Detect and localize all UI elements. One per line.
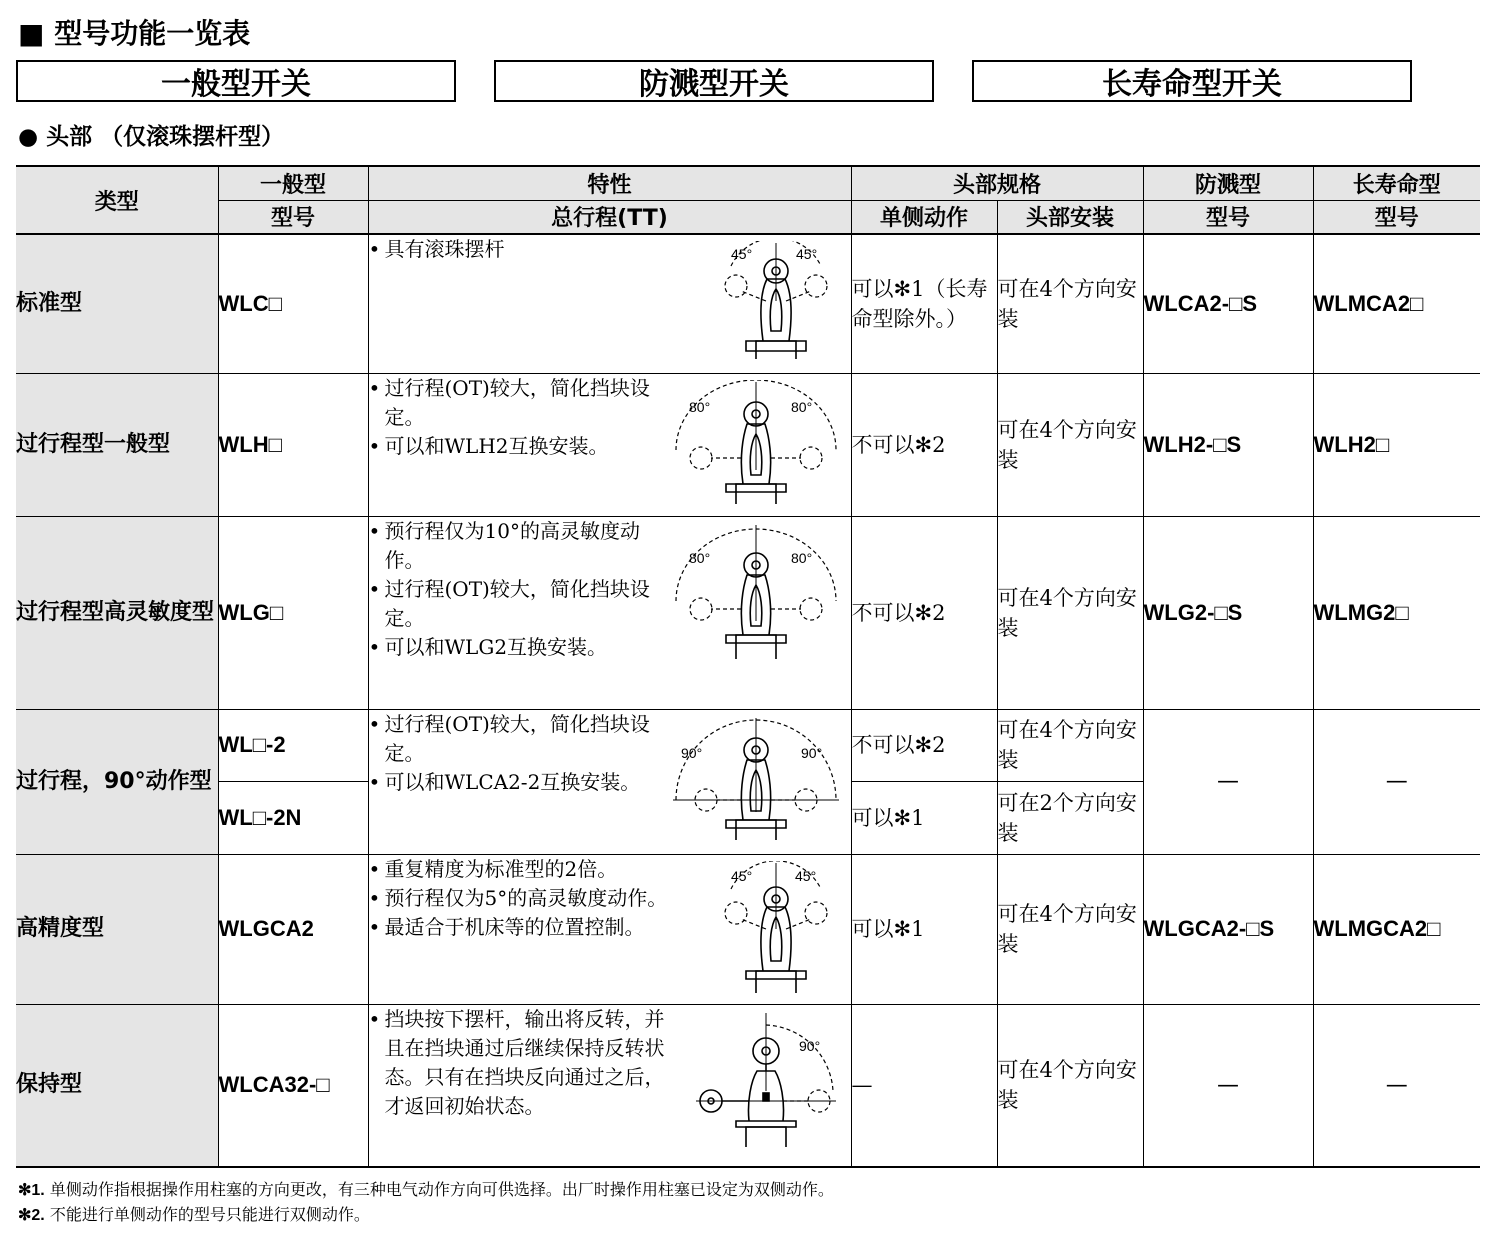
tab-general-switch[interactable]: 一般型开关 <box>16 60 456 102</box>
footnote-2 <box>18 1203 834 1228</box>
page-title: ■ 型号功能一览表 <box>18 17 251 50</box>
angle-left: 90° <box>680 744 702 761</box>
table-row <box>16 373 1480 516</box>
footnote-text: 不能进行单侧动作的型号只能进行双侧动作。 <box>49 1205 370 1224</box>
tab-long-life-switch[interactable]: 长寿命型开关 <box>972 60 1412 102</box>
mounting-value: 可在4个方向安装 <box>997 234 1143 373</box>
long-life-model: WLMGCA2□ <box>1313 854 1480 1004</box>
header-type: 类型 <box>16 166 218 234</box>
tab-splash-proof-switch[interactable]: 防溅型开关 <box>494 60 934 102</box>
feature-item: • 过行程(OT)较大，简化挡块设定。 <box>369 575 669 633</box>
feature-list <box>369 710 669 797</box>
header-general-model: 型号 <box>218 200 368 234</box>
footnote-1 <box>18 1178 834 1203</box>
feature-cell <box>368 709 851 854</box>
header-splash-group: 防溅型 <box>1143 166 1313 200</box>
general-model: WLH□ <box>218 373 368 516</box>
header-long-life-group: 长寿命型 <box>1313 166 1480 200</box>
table-row <box>16 854 1480 1004</box>
footnote-mark: ✻1. <box>18 1182 45 1199</box>
feature-cell <box>368 1004 851 1167</box>
feature-item: • 重复精度为标准型的2倍。 <box>369 855 669 884</box>
feature-item: • 过行程(OT)较大，简化挡块设定。 <box>369 374 669 432</box>
single-action-value: — <box>851 1004 997 1167</box>
long-life-model: WLMG2□ <box>1313 516 1480 709</box>
feature-list <box>369 855 669 942</box>
feature-item: • 预行程仅为10°的高灵敏度动作。 <box>369 517 669 575</box>
type-overtravel-high-sensitivity: 过行程型高灵敏度型 <box>16 516 218 709</box>
header-general-group: 一般型 <box>218 166 368 200</box>
single-action-value: 可以✻1（长寿命型除外。） <box>851 234 997 373</box>
angle-right: 80° <box>790 398 812 415</box>
feature-list <box>369 235 669 264</box>
angle-right: 80° <box>790 549 812 566</box>
mounting-value: 可在4个方向安装 <box>997 854 1143 1004</box>
header-single-action: 单侧动作 <box>851 200 997 234</box>
splash-model: WLGCA2-□S <box>1143 854 1313 1004</box>
feature-cell <box>368 373 851 516</box>
feature-item: • 过行程(OT)较大，简化挡块设定。 <box>369 710 669 768</box>
single-action-value: 可以✻1 <box>851 781 997 854</box>
feature-item: • 预行程仅为5°的高灵敏度动作。 <box>369 884 669 913</box>
type-high-precision: 高精度型 <box>16 854 218 1004</box>
general-model: WLGCA2 <box>218 854 368 1004</box>
splash-model: — <box>1143 709 1313 854</box>
long-life-model: — <box>1313 1004 1480 1167</box>
angle-left: 80° <box>688 398 710 415</box>
general-model: WL□-2N <box>218 781 368 854</box>
feature-list <box>369 374 669 461</box>
mounting-value: 可在4个方向安装 <box>997 373 1143 516</box>
angle-left: 45° <box>730 246 752 262</box>
long-life-model: — <box>1313 709 1480 854</box>
angle-right: 45° <box>795 246 817 262</box>
single-action-value: 可以✻1 <box>851 854 997 1004</box>
angle-left: 45° <box>730 867 752 884</box>
type-overtravel-general: 过行程型一般型 <box>16 373 218 516</box>
general-model: WLC□ <box>218 234 368 373</box>
lever-diagram-standard <box>711 241 841 369</box>
general-model: WL□-2 <box>218 709 368 781</box>
type-maintained: 保持型 <box>16 1004 218 1167</box>
mounting-value: 可在4个方向安装 <box>997 516 1143 709</box>
general-model: WLCA32-□ <box>218 1004 368 1167</box>
lever-diagram-overtravel-general <box>671 380 841 508</box>
angle-right: 45° <box>794 867 816 884</box>
type-overtravel-90deg: 过行程，90°动作型 <box>16 709 218 854</box>
angle-label: 90° <box>798 1037 820 1054</box>
long-life-model: WLH2□ <box>1313 373 1480 516</box>
feature-cell <box>368 854 851 1004</box>
feature-item: • 可以和WLCA2-2互换安装。 <box>369 768 669 797</box>
splash-model: WLCA2-□S <box>1143 234 1313 373</box>
feature-item: • 具有滚珠摆杆 <box>369 235 669 264</box>
header-head-spec: 头部规格 <box>851 166 1143 200</box>
table-row <box>16 1004 1480 1167</box>
table-row <box>16 709 1480 781</box>
table-row <box>16 234 1480 373</box>
header-head-mounting: 头部安装 <box>997 200 1143 234</box>
mounting-value: 可在2个方向安装 <box>997 781 1143 854</box>
lever-diagram-high-precision <box>711 861 841 997</box>
model-function-table <box>16 165 1480 1168</box>
mounting-value: 可在4个方向安装 <box>997 1004 1143 1167</box>
feature-cell <box>368 516 851 709</box>
feature-cell <box>368 234 851 373</box>
splash-model: WLH2-□S <box>1143 373 1313 516</box>
feature-list <box>369 517 669 662</box>
single-action-value: 不可以✻2 <box>851 373 997 516</box>
lever-diagram-90deg <box>671 716 841 844</box>
section-title: ● 头部 （仅滚珠摆杆型） <box>18 124 285 150</box>
header-total-travel: 总行程(TT) <box>368 200 851 234</box>
type-standard: 标准型 <box>16 234 218 373</box>
splash-model: WLG2-□S <box>1143 516 1313 709</box>
header-feature-group: 特性 <box>368 166 851 200</box>
angle-right: 90° <box>800 744 822 761</box>
feature-item: • 可以和WLH2互换安装。 <box>369 432 669 461</box>
footnote-text: 单侧动作指根据操作用柱塞的方向更改，有三种电气动作方向可供选择。出厂时操作用柱塞已设定为双侧动作。 <box>49 1180 834 1199</box>
lever-diagram-maintained <box>691 1011 841 1151</box>
header-long-life-model: 型号 <box>1313 200 1480 234</box>
footnote-mark: ✻2. <box>18 1207 45 1224</box>
feature-list <box>369 1005 669 1121</box>
splash-model: — <box>1143 1004 1313 1167</box>
angle-left: 80° <box>688 549 710 566</box>
lever-diagram-overtravel-sensitive <box>671 523 841 663</box>
general-model: WLG□ <box>218 516 368 709</box>
footnotes <box>18 1178 834 1228</box>
feature-item: • 可以和WLG2互换安装。 <box>369 633 669 662</box>
long-life-model: WLMCA2□ <box>1313 234 1480 373</box>
header-splash-model: 型号 <box>1143 200 1313 234</box>
single-action-value: 不可以✻2 <box>851 516 997 709</box>
single-action-value: 不可以✻2 <box>851 709 997 781</box>
feature-item: • 最适合于机床等的位置控制。 <box>369 913 669 942</box>
feature-item: • 挡块按下摆杆，输出将反转，并且在挡块通过后继续保持反转状态。只有在挡块反向通过之后，才返回初始状态。 <box>369 1005 669 1121</box>
table-row <box>16 516 1480 709</box>
mounting-value: 可在4个方向安装 <box>997 709 1143 781</box>
